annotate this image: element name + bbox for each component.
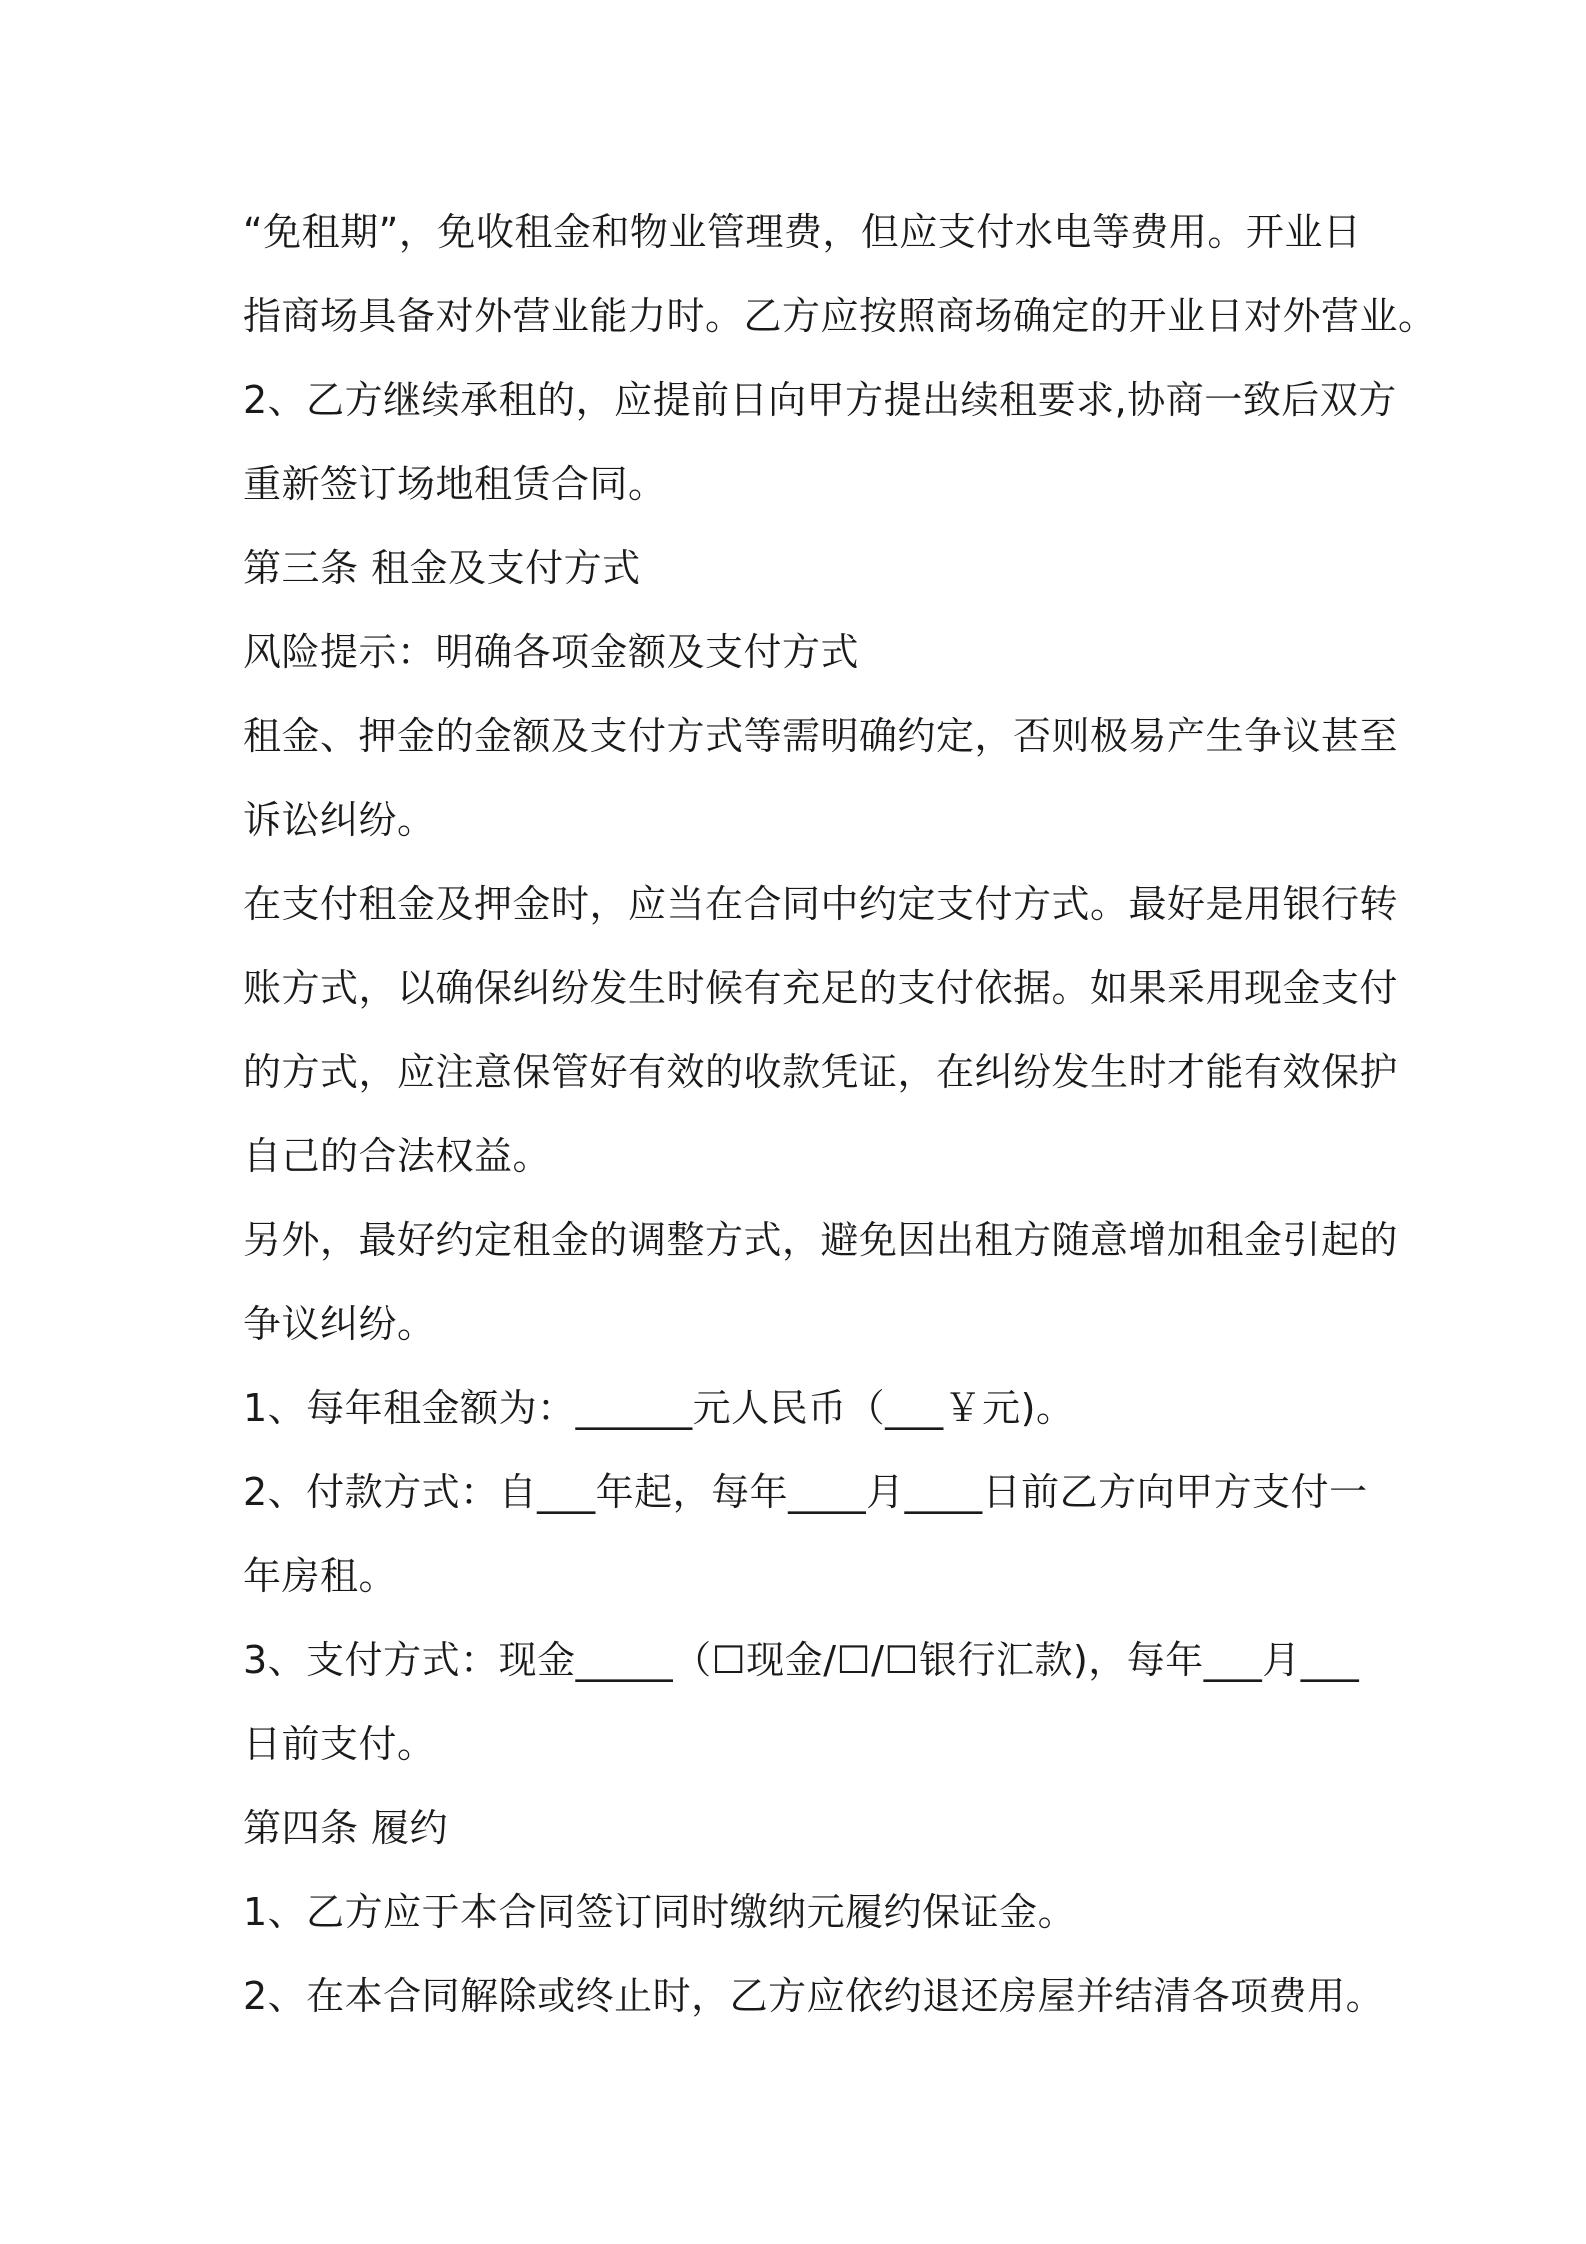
text-line: 另外，最好约定租金的调整方式，避免因出租方随意增加租金引起的 <box>243 1218 1399 1262</box>
document-body <box>243 190 1437 2038</box>
text-line: 在支付租金及押金时，应当在合同中约定支付方式。最好是用银行转 <box>243 882 1399 926</box>
clause-item: 2、在本合同解除或终止时，乙方应依约退还房屋并结清各项费用。 <box>243 1974 1385 2018</box>
text-line: 日前支付。 <box>243 1722 436 1766</box>
clause-item: 1、每年租金额为：______元人民币（___￥元)。 <box>243 1386 1075 1430</box>
section-heading: 第四条 履约 <box>243 1806 449 1850</box>
text-line: 账方式，以确保纠纷发生时候有充足的支付依据。如果采用现金支付 <box>243 966 1399 1010</box>
clause-item: 2、付款方式：自___年起，每年____月____日前乙方向甲方支付一 <box>243 1470 1368 1514</box>
text-line: 自己的合法权益。 <box>243 1134 552 1178</box>
risk-tip-heading: 风险提示：明确各项金额及支付方式 <box>243 630 860 674</box>
text-line: 2、乙方继续承租的，应提前日向甲方提出续租要求,协商一致后双方 <box>243 378 1397 422</box>
text-line: 指商场具备对外营业能力时。乙方应按照商场确定的开业日对外营业。 <box>243 294 1437 338</box>
section-heading: 第三条 租金及支付方式 <box>243 546 641 590</box>
text-line: 争议纠纷。 <box>243 1302 436 1346</box>
text-line: 年房租。 <box>243 1554 398 1598</box>
text-line: 重新签订场地租赁合同。 <box>243 462 667 506</box>
text-line: 租金、押金的金额及支付方式等需明确约定，否则极易产生争议甚至 <box>243 714 1399 758</box>
text-line: 诉讼纠纷。 <box>243 798 436 842</box>
text-line: 的方式，应注意保管好有效的收款凭证，在纠纷发生时才能有效保护 <box>243 1050 1399 1094</box>
clause-item: 3、支付方式：现金_____（☐现金/☐/☐银行汇款)，每年___月___ <box>243 1638 1360 1682</box>
text-line: “免租期”，免收租金和物业管理费，但应支付水电等费用。开业日 <box>243 210 1362 254</box>
clause-item: 1、乙方应于本合同签订同时缴纳元履约保证金。 <box>243 1890 1077 1934</box>
